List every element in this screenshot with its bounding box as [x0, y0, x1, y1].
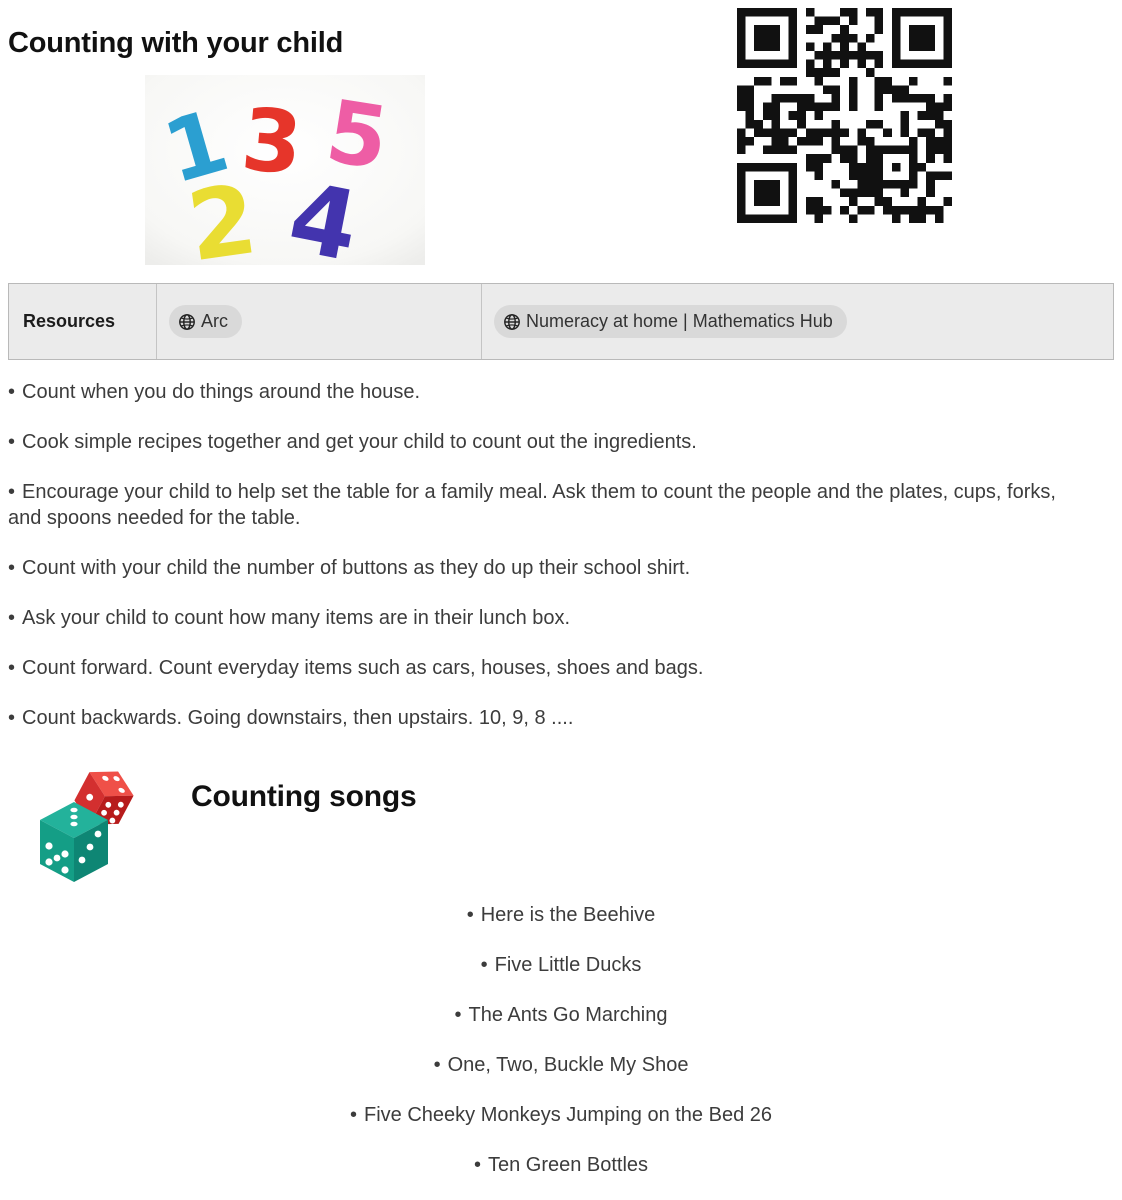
song-text: Five Cheeky Monkeys Jumping on the Bed 26 — [364, 1104, 772, 1126]
resources-label-cell — [9, 284, 157, 359]
foam-digit-3: 3 — [237, 89, 307, 195]
tip-text: Count backwards. Going downstairs, then upstairs. 10, 9, 8 .... — [22, 707, 574, 729]
tip-item — [8, 605, 1083, 631]
tip-item — [8, 479, 1083, 531]
tip-item — [8, 655, 1083, 681]
bullet-marker: • — [454, 1004, 462, 1026]
bullet-marker: • — [8, 657, 16, 679]
foam-digit-1: 1 — [153, 91, 239, 204]
tip-item — [8, 379, 1083, 405]
page-title: Counting with your child — [8, 27, 344, 60]
bullet-marker: • — [8, 607, 16, 629]
tip-text: Cook simple recipes together and get your child to count out the ingredients. — [22, 431, 697, 453]
tip-item — [8, 429, 1083, 455]
bullet-marker: • — [8, 557, 16, 579]
globe-icon — [503, 313, 521, 331]
dice-image — [22, 742, 142, 890]
resource-link-label: Numeracy at home | Mathematics Hub — [526, 311, 833, 331]
bullet-marker: • — [8, 707, 16, 729]
bullet-marker: • — [8, 381, 16, 403]
qr-code-svg — [737, 8, 952, 223]
tip-item — [8, 705, 1083, 731]
qr-code-image — [737, 8, 952, 223]
resources-label: Resources — [23, 311, 116, 331]
bullet-marker: • — [480, 954, 488, 976]
song-item — [0, 952, 1122, 979]
song-text: Ten Green Bottles — [487, 1154, 649, 1176]
bullet-marker: • — [433, 1054, 441, 1076]
resource-cell-arc — [157, 284, 482, 359]
resource-cell-numeracy — [482, 284, 1113, 359]
bullet-marker: • — [466, 904, 474, 926]
song-text: Five Little Ducks — [494, 954, 642, 976]
foam-numbers-svg — [145, 75, 425, 265]
songs-heading: Counting songs — [191, 779, 417, 813]
bullet-marker: • — [8, 431, 16, 453]
tip-text: Count forward. Count everyday items such as cars, houses, shoes and bags. — [22, 657, 704, 679]
tips-list — [8, 379, 1083, 755]
resources-table — [8, 283, 1114, 360]
songs-list — [0, 902, 1122, 1200]
song-item — [0, 1002, 1122, 1029]
song-item — [0, 1102, 1122, 1129]
resource-link-arc[interactable] — [169, 305, 242, 338]
tip-item — [8, 555, 1083, 581]
tip-text: Ask your child to count how many items are in their lunch box. — [22, 607, 571, 629]
song-item — [0, 1052, 1122, 1079]
resource-link-numeracy-at-home[interactable] — [494, 305, 847, 338]
foam-digit-4: 4 — [280, 160, 368, 265]
tip-text: Count with your child the number of buttons as they do up their school shirt. — [22, 557, 691, 579]
tip-text: Encourage your child to help set the table for a family meal. Ask them to count the people and the plates, cups, forks, and spoons needed for the table. — [8, 481, 1056, 529]
bullet-marker: • — [8, 481, 16, 503]
tip-text: Count when you do things around the house. — [22, 381, 421, 403]
song-item — [0, 1152, 1122, 1179]
foam-numbers-image — [145, 75, 425, 265]
bullet-marker: • — [473, 1154, 481, 1176]
globe-icon — [178, 313, 196, 331]
song-text: The Ants Go Marching — [468, 1004, 668, 1026]
song-item — [0, 902, 1122, 929]
song-text: Here is the Beehive — [480, 904, 656, 926]
foam-digit-5: 5 — [319, 81, 395, 190]
song-text: One, Two, Buckle My Shoe — [447, 1054, 689, 1076]
resource-link-label: Arc — [201, 311, 228, 331]
foam-digit-2: 2 — [181, 163, 264, 265]
bullet-marker: • — [349, 1104, 357, 1126]
dice-svg — [22, 742, 142, 890]
